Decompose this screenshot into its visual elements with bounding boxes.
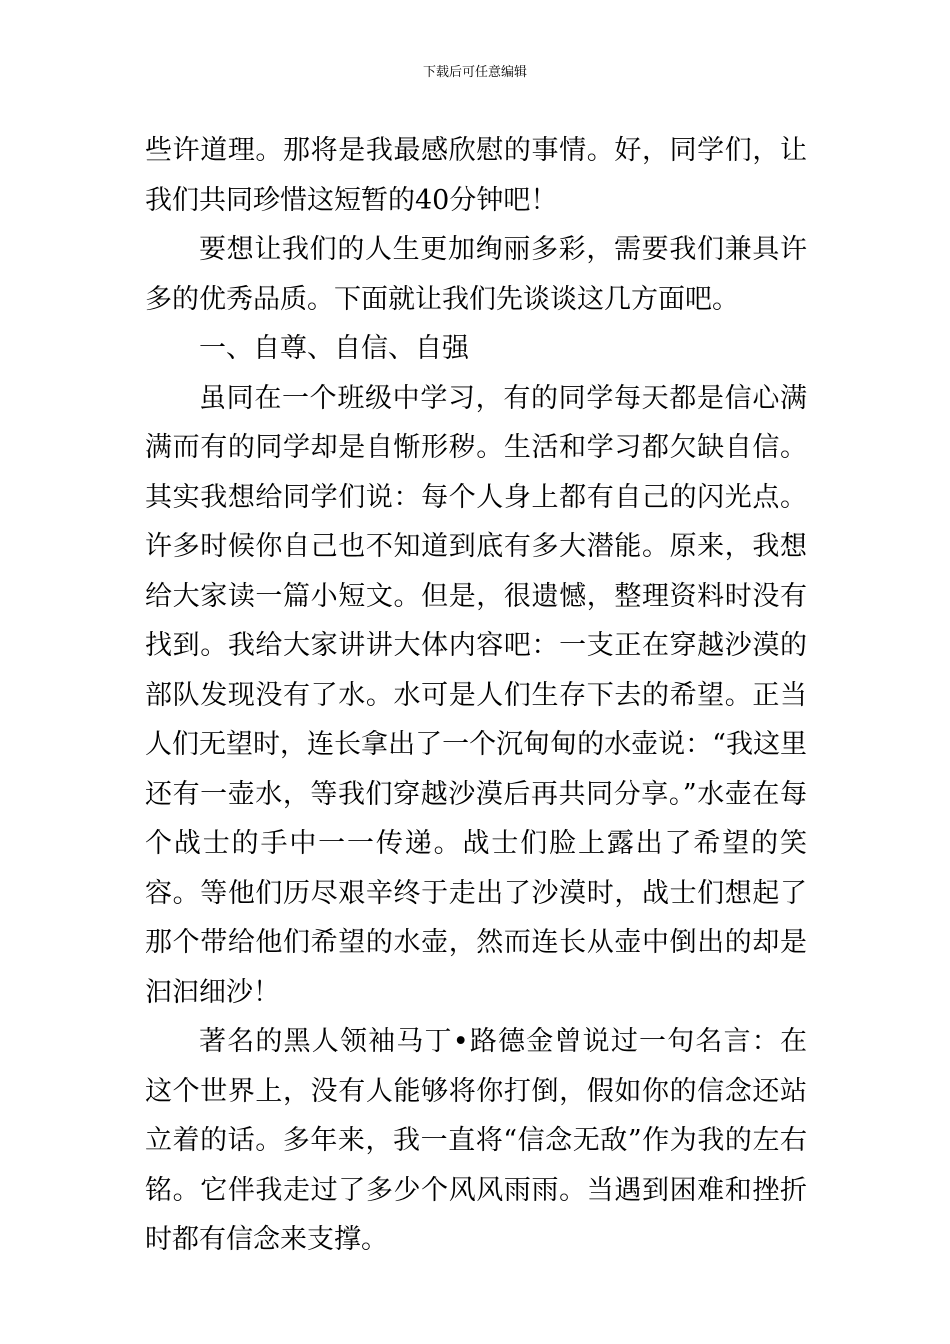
- paragraph-continuation: 些许道理。那将是我最感欣慰的事情。好，同学们，让我们共同珍惜这短暂的40分钟吧！: [145, 135, 807, 216]
- paragraph-intro: 要想让我们的人生更加绚丽多彩，需要我们兼具许多的优秀品质。下面就让我们先谈谈这几方面吧。: [145, 234, 807, 315]
- paragraph-story: 虽同在一个班级中学习，有的同学每天都是信心满满而有的同学却是自惭形秽。生活和学习都欠缺自信。其实我想给同学们说：每个人身上都有自己的闪光点。许多时候你自己也不知道到底有多大潜能。原来，我想给大家读一篇小短文。但是，很遗憾，整理资料时没有找到。我给大家讲讲大体内容吧：一支正在穿越沙漠的部队发现没有了水。水可是人们生存下去的希望。正当人们无望时，连长拿出了一个沉甸甸的水壶说：“我这里还有一壶水，等我们穿越沙漠后再共同分享。”水壶在每个战士的手中一一传递。战士们脸上露出了希望的笑容。等他们历尽艰辛终于走出了沙漠时，战士们想起了那个带给他们希望的水壶，然而连长从壶中倒出的却是汩汩细沙！: [145, 382, 807, 1008]
- section-heading: 一、自尊、自信、自强: [199, 333, 469, 364]
- paragraph-quote: 著名的黑人领袖马丁•路德金曾说过一句名言：在这个世界上，没有人能够将你打倒，假如你的信念还站立着的话。多年来，我一直将“信念无敌”作为我的左右铭。它伴我走过了多少个风风雨雨。当遇到困难和挫折时都有信念来支撑。: [145, 1026, 807, 1255]
- document-body: [145, 126, 807, 1265]
- page-header: 下载后可任意编辑: [422, 65, 527, 80]
